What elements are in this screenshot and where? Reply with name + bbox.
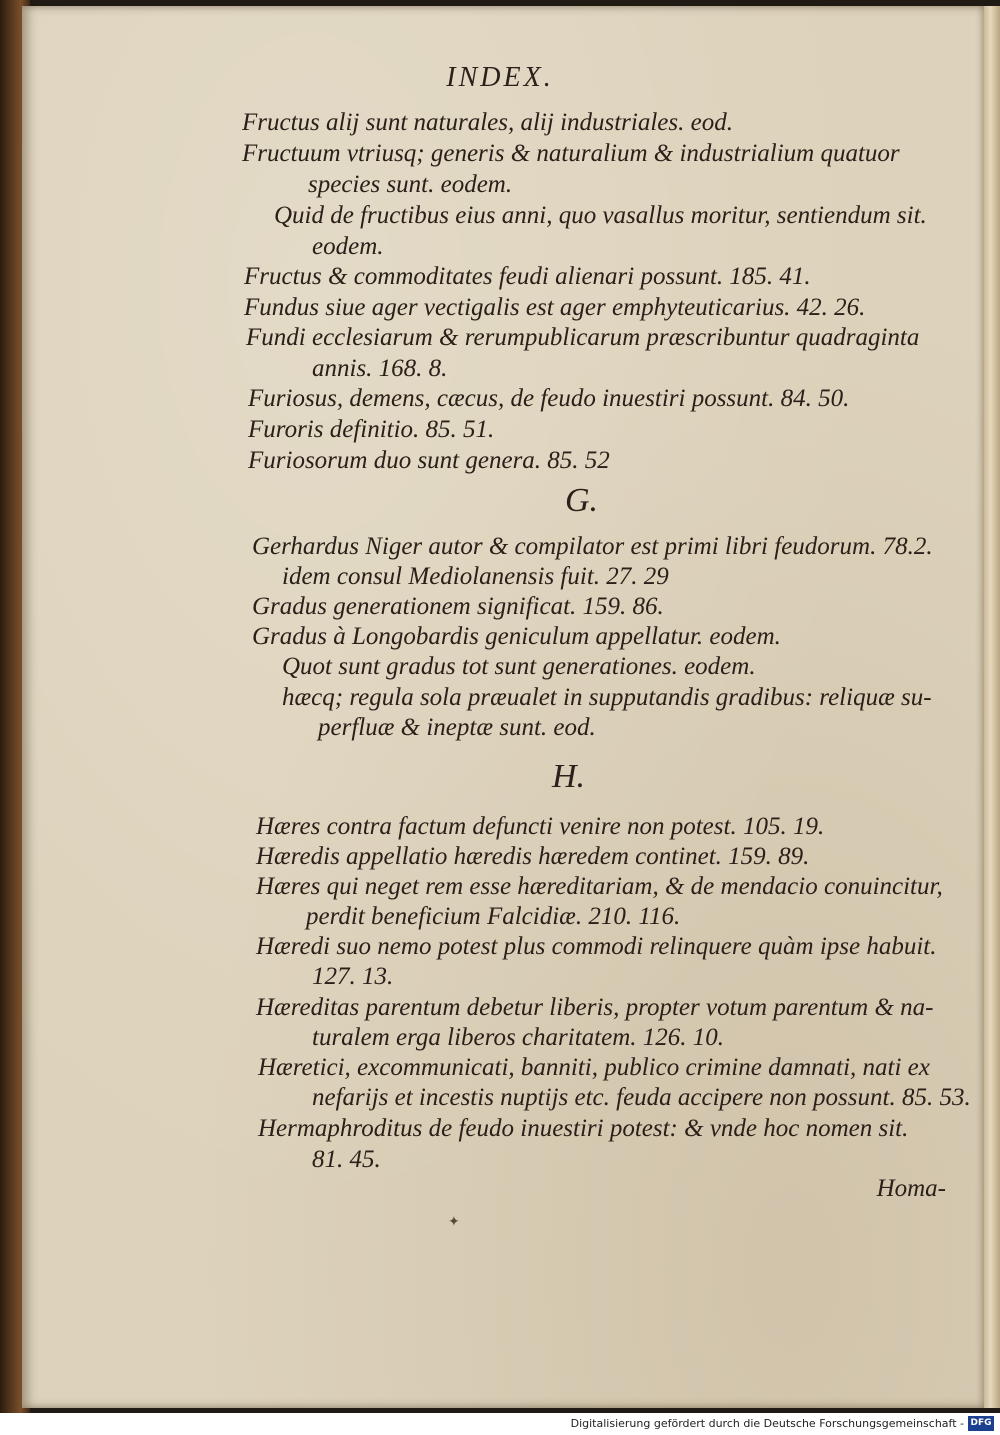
index-entry: Hæres qui neget rem esse hæreditariam, & de mendacio conuincitur, (256, 873, 943, 900)
page-header: INDEX. (446, 62, 554, 93)
index-entry-continuation: perfluæ & ineptæ sunt. eod. (318, 714, 596, 741)
index-entry: Fundus siue ager vectigalis est ager emphyteuticarius. 42. 26. (244, 294, 866, 321)
index-entry: Gradus à Longobardis geniculum appellatur. eodem. (252, 623, 781, 650)
index-subentry: idem consul Mediolanensis fuit. 27. 29 (282, 563, 669, 590)
catchword: Homa- (876, 1175, 946, 1202)
index-entry-continuation: nefarijs et incestis nuptijs etc. feuda accipere non possunt. 85. 53. (312, 1084, 971, 1111)
index-entry-continuation: 81. 45. (312, 1146, 381, 1173)
index-entry: Fructus & commoditates feudi alienari possunt. 185. 41. (244, 263, 811, 290)
index-entry: Hermaphroditus de feudo inuestiri potest: & vnde hoc nomen sit. (258, 1115, 909, 1142)
index-entry: Hæreditas parentum debetur liberis, propter votum parentum & na- (256, 994, 934, 1021)
index-entry: Hæredis appellatio hæredis hæredem continet. 159. 89. (256, 843, 810, 870)
page-edge (984, 6, 1000, 1408)
index-entry: Gerhardus Niger autor & compilator est primi libri feudorum. 78.2. (252, 533, 933, 560)
index-entry: Gradus generationem significat. 159. 86. (252, 593, 664, 620)
index-entry-continuation: turalem erga liberos charitatem. 126. 10. (312, 1024, 724, 1051)
index-entry: Fructus alij sunt naturales, alij industriales. eod. (242, 109, 733, 136)
index-entry: Hæretici, excommunicati, banniti, publico crimine damnati, nati ex (258, 1054, 930, 1081)
dfg-logo[interactable]: DFG (968, 1416, 994, 1431)
index-entry-continuation: 127. 13. (312, 963, 394, 990)
section-letter-h: H. (552, 758, 586, 795)
index-subentry: Quid de fructibus eius anni, quo vasallus moritur, sentiendum sit. (274, 202, 927, 229)
section-letter-g: G. (565, 482, 599, 519)
funding-notice: Digitalisierung gefördert durch die Deutsche Forschungsgemeinschaft - (570, 1417, 964, 1430)
ornament-mark: ✦ (448, 1214, 460, 1230)
index-subentry: Quot sunt gradus tot sunt generationes. eodem. (282, 653, 756, 680)
index-entry-continuation: species sunt. eodem. (308, 171, 513, 198)
index-entry: Furoris definitio. 85. 51. (248, 416, 495, 443)
index-entry: Fructuum vtriusq; generis & naturalium & industrialium quatuor (242, 140, 900, 167)
index-entry: Furiosus, demens, cæcus, de feudo inuestiri possunt. 84. 50. (248, 385, 850, 412)
index-entry-continuation: perdit beneficium Falcidiæ. 210. 116. (306, 903, 681, 930)
index-entry: Furiosorum duo sunt genera. 85. 52 (248, 447, 610, 474)
index-entry-continuation: annis. 168. 8. (312, 355, 448, 382)
index-entry: Hæredi suo nemo potest plus commodi relinquere quàm ipse habuit. (256, 933, 937, 960)
index-entry-continuation: eodem. (312, 233, 384, 260)
index-subentry: hæcq; regula sola præualet in supputandis gradibus: reliquæ su- (282, 684, 932, 711)
index-entry: Hæres contra factum defuncti venire non potest. 105. 19. (256, 813, 825, 840)
digitization-footer (0, 1413, 1000, 1435)
index-entry: Fundi ecclesiarum & rerumpublicarum præscribuntur quadraginta (246, 324, 920, 351)
